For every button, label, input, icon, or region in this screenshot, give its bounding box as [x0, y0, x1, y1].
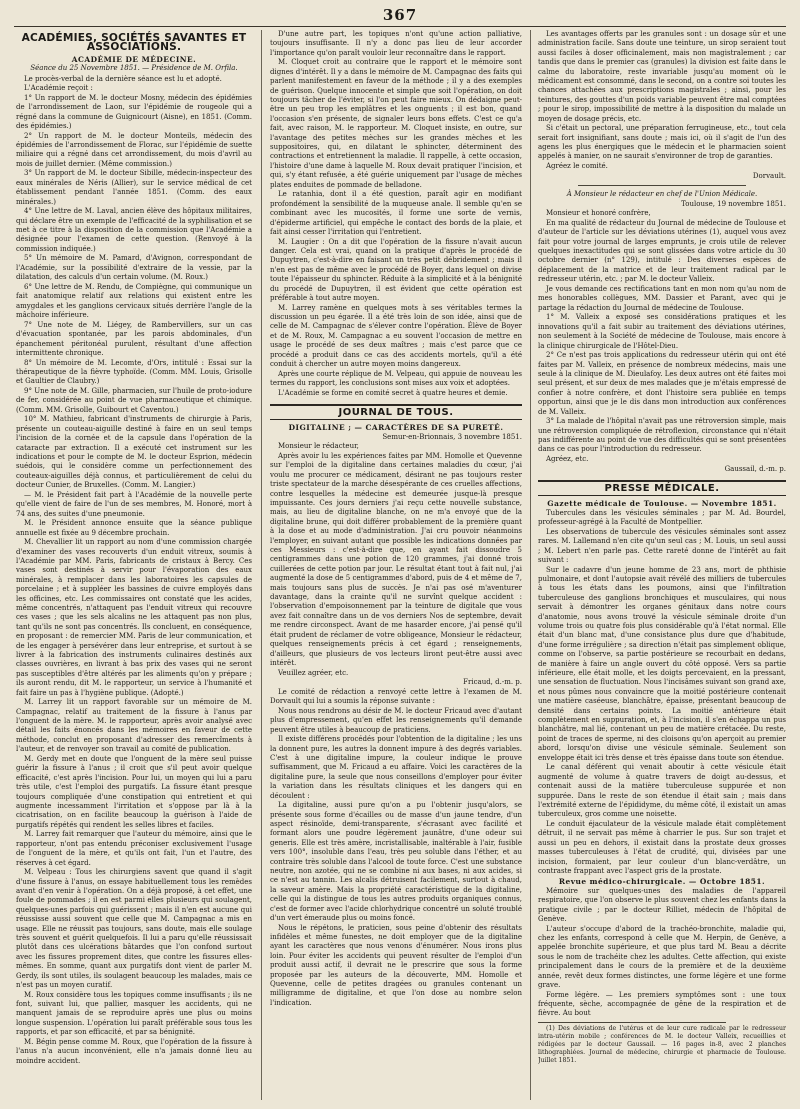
session-meta: Séance du 25 Novembre 1851. — Présidence de M. Orfila. — [30, 64, 238, 73]
paragraph: Forme légère. — Les premiers symptômes sont : une toux fréquente, sèche, accompagnée de gêne de la respiration et de fièvre. Au bout — [538, 990, 786, 1018]
paragraph: M. Velpeau : Tous les chirurgiens savent que quand il s'agit d'une fissure à l'anus, on essaye habituellement tous les remèdes avant d'en venir à l'opération. On a déjà proposé, à cet effet, une foule de pommades ; il en est parmi elles plusieurs qui soulagent, quelques-unes parfois qui guérissent ; mais il n'en est aucune qui réussisse aussi souvent que celle que M. Campagnac a mis en usage. Elle ne réussit pas toujours, sans doute, mais elle soulage très souvent et guérit quelquefois. Il lui a paru qu'elle réussissait plutôt dans ces ulcérations bâtardes que l'on confond surtout avec les fissures proprement dites, que contre les fissures elles-mêmes. En somme, quant aux purgatifs dont vient de parler M. Gerdy, ils sont utiles, ils soulagent beaucoup les malades, mais ce n'est pas un moyen curatif. — [16, 868, 252, 989]
reply-signature: Dorvault. — [752, 171, 786, 180]
paragraph: Après une courte réplique de M. Velpeau, qui appuie de nouveau les termes du rapport, les conclusions sont mises aux voix et adoptées. — [270, 369, 522, 387]
paragraph: M. Roux considère tous les topiques comme insuffisants ; ils ne font, suivant lui, que pallier, masquer les accidents, qui ne manquent jamais de se reproduire après une plus ou moins longue suspension. L'opération lui paraît préférable sous tous les rapports, et par son efficacité, et par sa bénignité. — [16, 990, 252, 1037]
revue-subhead: Revue médico-chirurgicale. — Octobre 1851. — [558, 877, 766, 887]
letter-salutation: Monsieur et honoré confrère, — [546, 209, 651, 218]
paragraph: Agréez le comité. — [546, 162, 608, 171]
revue-article — [538, 887, 786, 1019]
academy-report-continued — [270, 30, 522, 398]
academy-subhead: ACADÉMIE DE MÉDECINE. — [71, 54, 197, 64]
paragraph: Les observations de tubercule des vésicules séminales sont assez rares. M. Lallemand n'en cite qu'un seul cas ; M. Louis, un seul aussi ; M. Lebert n'en parle pas. Cette rareté donne de l'intérêt au fait suivant : — [538, 527, 786, 564]
section-title: ACADÉMIES, SOCIÉTÉS SAVANTES ET ASSOCIATIONS. — [21, 32, 247, 54]
paragraph: 4° Une lettre de M. Laval, ancien élève des hôpitaux militaires, qui déclare être un exemple de l'efficacité de la syphilisation et se met à ce titre à la disposition de la commission que l'Académie a désignée pour l'examen de cette question. (Renvoyé à la commission indiquée.) — [16, 207, 252, 253]
paragraph: Sur le cadavre d'un jeune homme de 23 ans, mort de phthisie pulmonaire, et dont l'autopsie avait révélé des milliers de tubercules à tous les états dans les poumons, ainsi que l'infiltration tuberculeuse des ganglions bronchiques et musculaires, qui nous servait à démontrer les organes génitaux dans notre cours d'anatomie, nous avons trouvé la vésicule séminale droite d'un volume trois ou quatre fois plus considérable qu'à l'état normal. Elle était d'un blanc mat, d'une consistance plus dure que d'habitude, d'une forme irrégulière ; sa direction n'était pas simplement oblique, comme on l'observe, sa partie postérieure se recourbait en dedans, de manière à faire un angle ouvert du côté opposé. Vers sa partie inférieure, elle était molle, et les doigts percevaient, en la pressant, une sensation de fluctuation. Nous l'incisâmes suivant son grand axe, et nous pûmes nous convaincre que la moitié postérieure contenait une matière caséeuse, blanchâtre, épaisse, présentant beaucoup de densité dans certains points. La moitié antérieure était complètement en suppuration, et, à l'incision, il s'en échappa un pus blanchâtre, mal lié, contenant un peu de matière crétacée. Du reste, point de traces de sperme, ni des cloisons qu'on aperçoit au premier abord, lorsqu'on divise une vésicule séminale. Seulement son enveloppe était ici très dense et très épaisse dans toute son étendue. — [538, 565, 786, 762]
journal-subhead: DIGITALINE ; — CARACTÈRES DE SA PURETÉ. — [288, 423, 504, 433]
paragraph: Il existe différens procédés pour l'obtention de la digitaline ; les uns la donnent pure, les autres la donnent impure à des degrés variables. C'est à une digitaline impure, la couleur indique le prouve suffisamment, que M. Fricaud a eu affaire. Voici les caractères de la digitaline pure, la seule que nous conseillons d'employer pour éviter la variation dans les résultats cliniques et les dangers qui en découlent : — [270, 735, 522, 800]
paragraph: Mémoire sur quelques-unes des maladies de l'appareil respiratoire, que l'on observe le plus souvent chez les enfants dans la pratique civile ; par le docteur Rilliet, médecin de l'hôpital de Genève. — [538, 886, 786, 923]
gazette-article — [538, 509, 786, 877]
paragraph: M. Larrey lit un rapport favorable sur un mémoire de M. Campagnac, relatif au traitement de la fissure à l'anus par l'onguent de la mère. M. le rapporteur, après avoir analysé avec détail les faits énoncés dans les mémoires en faveur de cette méthode, conclut en proposant d'adresser des remercîments à l'auteur, et de renvoyer son travail au comité de publication. — [16, 698, 252, 754]
paragraph: En ma qualité de rédacteur du Journal de médecine de Toulouse et d'auteur de l'article sur les déviations utérines (1), auquel vous avez fait pour votre journal de larges emprunts, je crois utile de relever quelques inexactitudes qui se sont glissées dans votre article du 30 octobre dernier (n° 129), intitulé : Des diverses espèces de déplacement de la matrice et de leur traitement radical par le redresseur utérin, etc. ; par M. le docteur Valleix. — [538, 218, 786, 284]
header-rule — [14, 26, 786, 27]
paragraph: M. Bégin pense comme M. Roux, que l'opération de la fissure à l'anus n'a aucun inconvénient, elle n'a jamais donné lieu au moindre accident. — [16, 1037, 252, 1065]
paragraph: Je vous demande ces rectifications tant en mon nom qu'au nom de mes honorables collègues, MM. Dassier et Parant, avec qui je partage la rédaction du Journal de médecine de Toulouse. — [538, 284, 786, 312]
paragraph: 1° Un rapport de M. le docteur Mosny, médecin des épidémies de l'arrondissement de Laon, sur l'épidémie de rougeole qui a régné dans la commune de Guignicourt (Aisne), en 1851. (Comm. des épidémies.) — [16, 93, 252, 131]
paragraph: 8° Un mémoire de M. Lecomte, d'Ors, intitulé : Essai sur la thérapeutique de la fièvre typhoïde. (Comm. MM. Louis, Grisolle et Gaultier de Claubry.) — [16, 358, 252, 386]
journal-title: JOURNAL DE TOUS. — [338, 406, 454, 418]
paragraph: M. le Président annonce ensuite que la séance publique annuelle est fixée au 9 décembre prochain. — [16, 519, 252, 537]
footnote-rule — [538, 1022, 726, 1023]
paragraph: — M. le Président fait part à l'Académie de la nouvelle perte qu'elle vient de faire de l'un de ses membres, M. Honoré, mort à 74 ans, des suites d'une pneumonie. — [16, 490, 252, 518]
column-left — [16, 30, 252, 1104]
paragraph: Le canal déférent qui venait aboutir à cette vésicule était augmenté de volume à quatre travers de doigt au-dessus, et contenait aussi de la matière tuberculeuse suppurée et non suppurée. Dans le reste de son étendue il était sain ; mais dans l'extrémité externe de l'épididyme, du même côté, il existait un amas tuberculeux, gros comme une noisette. — [538, 763, 786, 819]
paragraph: Les avantages offerts par les granules sont : un dosage sûr et une administration facile. Sans doute une teinture, un sirop seraient tout aussi faciles à doser officinalement, mais non magistralement ; car tandis que dans le premier cas (granules) la division est faite dans le calme du laboratoire, reste invariable jusqu'au moment où le médicament est consommé, dans le second, on a contre soi toutes les chances attachées aux prescriptions magistrales ; ainsi, pour les teintures, des gouttes d'un poids variable peuvent être mal comptées ; pour le sirop, impossibilité de mettre à la disposition du malade un moyen de dosage précis, etc. — [538, 30, 786, 123]
paragraph: L'Académie se forme en comité secret à quatre heures et demie. — [278, 388, 508, 397]
letter-signature: Gaussail, d.-m. p. — [724, 464, 786, 473]
letter-place-date: Semur-en-Brionnais, 3 novembre 1851. — [382, 432, 522, 441]
letter-body — [270, 452, 522, 678]
gazette-subhead: Gazette médicale de Toulouse. — Novembre 1851. — [547, 499, 777, 509]
paragraph: M. Cloquet croit au contraire que le rapport et le mémoire sont dignes d'intérêt. Il y a dans le mémoire de M. Campagnac des faits qui parlent manifestement en faveur de la méthode ; il y a des exemples de guérison. Quelque innocente et simple que soit l'opération, on doit toujours tâcher de l'éviter, si l'on peut faire mieux. On dédaigne peut-être un peu trop les emplâtres et les onguents ; il est bon, quand l'occasion s'en présente, de signaler leurs bons effets. C'est ce qu'a fait, avec raison, M. le rapporteur. M. Cloquet insiste, en outre, sur l'avantage des petites mèches sur les grandes mèches et les suppositoires, qui, en dilatant le sphincter, déterminent des contractions et entretiennent la maladie. Il rappelle, à cette occasion, l'histoire d'une dame à laquelle M. Roux devait pratiquer l'incision, et qui, s'y étant refusée, a été guérie uniquement par l'usage de mèches plates enduites de pommade de belladone. — [270, 58, 522, 189]
page-number: 367 — [382, 6, 418, 24]
column-divider — [530, 30, 531, 1100]
paragraph: M. Larrey fait remarquer que l'auteur du mémoire, ainsi que le rapporteur, n'ont pas entendu préconiser exclusivement l'usage de l'onguent de la mère, et qu'ils ont fait, l'un et l'autre, des réserves à cet égard. — [16, 830, 252, 867]
letter-title: À Monsieur le rédacteur en chef de l'Union Médicale. — [566, 190, 758, 199]
paragraph: 10° M. Mathieu, fabricant d'instruments de chirurgie à Paris, présente un couteau-aiguille destiné à faire en un seul temps l'incision de la cornée et de la capsule dans l'opération de la cataracte par extraction. Il a exécuté cet instrument sur les indications et pour le compte de M. le docteur Esprion, médecin suédois, qui le considère comme un perfectionnement des couteaux-aiguilles déjà connus, et particulièrement de celui du docteur Cunier, de Bruxelles. (Comm. M. Langier.) — [16, 415, 252, 490]
paragraph: M. Larrey ramène en quelques mots à ses véritables termes la discussion un peu égarée. Il a été très loin de son idée, ainsi que de celle de M. Campagnac de s'élever contre l'opération. Élève de Boyer et de M. Roux, M. Campagnac a eu souvent l'occasion de mettre en usage le procédé de ses deux maîtres ; mais c'est parce que ce procédé a produit dans ce cas des accidents mortels, qu'il a été conduit à chercher un autre moyen moins dangereux. — [270, 303, 522, 368]
journal-de-tous-header — [270, 404, 522, 420]
paragraph: 9° Une note de M. Gille, pharmacien, sur l'huile de proto-iodure de fer, considérée au point de vue pharmaceutique et chimique. (Comm. MM. Grisolle, Guibourt et Caventou.) — [16, 386, 252, 414]
column-right — [538, 30, 786, 1104]
paragraph: Si c'était un pectoral, une préparation ferrugineuse, etc., tout cela serait fort insignifiant, sans doute ; mais ici, où il s'agit de l'un des agens les plus énergiques que le médecin et le pharmacien soient appelés à manier, on ne saurait s'environner de trop de garanties. — [538, 124, 786, 161]
paragraph: Tubercules dans les vésicules séminales ; par M. Ad. Bourdel, professeur-agrégé à la Faculté de Montpellier. — [538, 508, 786, 527]
paragraph: Nous nous rendrons au désir de M. le docteur Fricaud avec d'autant plus d'empressement, qu'en effet les renseignements qu'il demande peuvent être utiles à beaucoup de praticiens. — [270, 706, 522, 734]
paragraph: 2° Ce n'est pas trois applications du redresseur utérin qui ont été faites par M. Valleix, en présence de nombreux médecins, mais une seule à la clinique de M. Dieulafoy. Les deux autres ont été faites moi seul présent, et sur deux de mes malades que je m'étais empressé de confier à notre confrère, et dont l'histoire sera publiée en temps opportun, ainsi que je le dis dans mon introduction aux conférences de M. Valleix. — [538, 351, 786, 416]
paragraph: La digitaline, aussi pure qu'on a pu l'obtenir jusqu'alors, se présente sous forme d'écailles ou de masse d'un jaune tendre, d'un aspect résinoïde, demi-transparente, s'écrasant avec facilité et formant alors une poudre légèrement jaunâtre, d'une odeur sui generis. Elle est très amère, incristallisable, inaltérable à l'air, fusible vers 100°, insoluble dans l'eau, très peu soluble dans l'éther, et au contraire très soluble dans l'alcool de toute force. C'est une substance neutre, non azotée, qui ne se combine ni aux bases, ni aux acides, si ce n'est au tannin. Les alcalis détruisent facilement, surtout à chaud, la saveur amère. Mais la propriété caractéristique de la digitaline, celle qui la distingue de tous les autres produits organiques connus, c'est de former avec l'acide chlorhydrique concentré un soluté troublé d'un vert émeraude plus ou moins foncé. — [270, 801, 522, 922]
paragraph: 1° M. Valleix a exposé ses considérations pratiques et les innovations qu'il a fait subir au traitement des déviations utérines, non seulement à la Société de médecine de Toulouse, mais encore à la clinique chirurgicale de l'Hôtel-Dieu. — [538, 313, 786, 350]
paragraph: Le ratanhia, dont il a été question, paraît agir en modifiant profondément la sensibilité de la muqueuse anale. Il semble qu'en se combinant avec les mucosités, il forme une sorte de vernis, d'épiderme artificiel, qui empêche le contact des bords de la plaie, et fait ainsi cesser l'irritation qui l'entretient. — [270, 190, 522, 236]
paragraph: M. Chevallier lit un rapport au nom d'une commission chargée d'examiner des vases recouverts d'un enduit vitreux, soumis à l'Académie par MM. Paris, fabricants de cristaux à Bercy. Ces vases sont destinés à servir pour l'évaporation des eaux minérales, à remplacer dans les laboratoires les capsules de porcelaine ; et à suppléer les bassines de cuivre employés dans les officines, etc. Les commissaires ont constaté que les acides, même concentrés, n'attaquent pas l'enduit vitreux qui recouvre ces vases ; que les sels alcalins ne les attaquent pas non plus, tant qu'ils ne sont pas concentrés. Ils concluent, en conséquence, en proposant : de remercier MM. Paris de leur communication, et de les engager à persévérer dans leur entreprise, et surtout à se livrer à la fabrication des instruments culinaires destinés aux classes ouvrières, en livrant à bas prix des vases qui ne seront pas susceptibles d'être altérés par les aliments qu'on y prépare ; ils auront rendu, dit M. le rapporteur, un service à l'humanité et fait faire un pas à l'hygiène publique. (Adopté.) — [16, 538, 252, 697]
dorvault-reply — [270, 688, 522, 1009]
paragraph: 5° Un mémoire de M. Pamard, d'Avignon, correspondant de l'Académie, sur la possibilité d'extraire de la vessie, par la dilatation, des calculs d'un certain volume. (M. Roux.) — [16, 254, 252, 282]
paragraph: Veuillez agréer, etc. — [278, 668, 349, 677]
column-middle — [270, 30, 522, 1104]
paragraph: 7° Une note de M. Liégey, de Rambervillers, sur un cas d'évacuation spontanée, par les parois abdominales, d'un épanchement péritonéal purulent, résultant d'une affection intermittente chronique. — [16, 320, 252, 357]
paragraph: 3° Un rapport de M. le docteur Sibille, médecin-inspecteur des eaux minérales de Néris (Allier), sur le service médical de cet établissement pendant l'année 1851. (Comm. des eaux minérales.) — [16, 169, 252, 206]
paragraph: L'auteur s'occupe d'abord de la trachéo-bronchite, maladie qui, chez les enfants, correspond à celle que M. Herpin, de Genève, a appelée bronchite supérieure, et que plus tard M. Beau a décrite sous le nom de trachéite chez les adultes. Cette affection, qui existe principalement dans le cours de la première et de la deuxième année, revêt deux formes distinctes, une forme légère et une forme grave. — [538, 924, 786, 989]
reply-continued — [538, 30, 786, 171]
presse-medicale-header — [538, 480, 786, 496]
paragraph: Le procès-verbal de la dernière séance est lu et adopté. — [24, 74, 222, 83]
paragraph: D'une autre part, les topiques n'ont qu'une action palliative, toujours insuffisante. Il n'y a donc pas lieu de leur accorder l'importance qu'on paraît vouloir leur reconnaître dans le rapport. — [270, 30, 522, 57]
paragraph: 6° Une lettre de M. Rendu, de Compiègne, qui communique un fait anatomique relatif aux relations qui existent entre les amygdales et les ganglions cervicaux situés derrière l'angle de la mâchoire inférieure. — [16, 282, 252, 320]
letter-place-date: Toulouse, 19 novembre 1851. — [681, 199, 786, 208]
letter-signature: Fricaud, d.-m. p. — [463, 678, 522, 687]
press-title: PRESSE MÉDICALE. — [604, 482, 720, 494]
paragraph: M. Laugier : On a dit que l'opération de la fissure n'avait aucun danger. Cela est vrai, quand on la pratique d'après le procédé de Dupuytren, c'est-à-dire en faisant un très petit débridement ; mais il n'en est pas de même avec le procédé de Boyer, dans lequel on divise toute l'épaisseur du sphincter. Réduite à la simplicité et à la bénignité du procédé de Dupuytren, il est évident que cette opération est préférable à tout autre moyen. — [270, 237, 522, 302]
paragraph: Après avoir lu les expériences faites par MM. Homolle et Quevenne sur l'emploi de la digitaline dans certaines maladies du cœur, j'ai voulu me procurer ce médicament, désirant ne pas toujours rester triste spectateur de la marche désespérante de ces cruelles affections, contre lesquelles la médecine est demeurée jusque-là presque impuissante. Ces jours derniers j'ai reçu cette nouvelle substance, mais, au lieu de digitaline blanche, on ne m'a envoyé que de la digitaline brune, qui doit différer probablement de la première quant à la dose et au mode d'administration. J'ai cru pouvoir néanmoins l'employer, en suivant autant que possible les indications données par ces Messieurs : c'est-à-dire que, en ayant fait dissoudre 5 centigrammes dans une potion de 120 grammes, j'ai donné trois cuillerées de cette potion par jour. Le résultat étant tout à fait nul, j'ai augmenté la dose de 5 centigrammes d'abord, puis de 4 et même de 7, mais toujours sans plus de succès. Je n'ai pas osé m'aventurer davantage, dans la crainte qu'il ne survînt quelque accident : l'observation d'empoisonnement par la teinture de digitale que vous avez fait connaître dans un de vos derniers Nos de septembre, devait me rendre circonspect. Avant de me hasarder encore, j'ai pensé qu'il était prudent de réclamer de votre obligeance, Monsieur le rédacteur, quelques renseignements précis à cet égard ; renseignements, d'ailleurs, que plusieurs de vos lecteurs liront peut-être aussi avec intérêt. — [270, 451, 522, 667]
footnote: (1) Des déviations de l'utérus et de leur cure radicale par le redresseur intra-utérin mobile ; conférences de M. le docteur Valleix, recueillies et rédigées par le docteur Gaussail. — 16 pages in-8, avec 2 planches lithographiées. Journal de médecine, chirurgie et pharmacie de Toulouse. Juillet 1851. — [538, 1024, 786, 1064]
paragraph: Le conduit éjaculateur de la vésicule malade était complètement détruit, il ne servait pas même à charrier le pus. Sur son trajet et aussi un peu en dehors, il existait dans la prostate deux grosses masses tuberculeuses à l'état de crudité, qui, divisées par une incision, formaient, par leur couleur d'un blanc-verdâtre, un contraste frappant avec l'aspect gris de la prostate. — [538, 819, 786, 875]
paragraph: 2° Un rapport de M. le docteur Monteils, médecin des épidémies de l'arrondissement de Florac, sur l'épidémie de suette miliaire qui a régné dans cet arrondissement, du mois d'avril au mois de juillet dernier. (Même commission.) — [16, 131, 252, 168]
column-divider — [261, 30, 262, 1100]
paragraph: L'Académie reçoit : — [24, 84, 93, 93]
paragraph: 3° La malade de l'hôpital n'avait pas une rétroversion simple, mais une rétroversion compliquée de rétroflexion, circonstance qui n'était pas indifférente au point de vue des difficultés qui se sont présentées dans ce cas pour l'introduction du redresseur. — [538, 417, 786, 454]
paragraph: Le comité de rédaction a renvoyé cette lettre à l'examen de M. Dorvault qui lui a soumis la réponse suivante : — [270, 687, 522, 706]
paragraph: M. Gerdy met en doute que l'onguent de la mère seul puisse guérir la fissure à l'anus ; il croit que s'il peut avoir quelque efficacité, c'est après l'incision. Pour lui, un moyen qui lui a paru très utile, c'est l'emploi des purgatifs. La fissure étant presque toujours compliquée d'une constipation qui entretient et qui augmente incessamment l'irritation et s'oppose par là à la cicatrisation, on en facilite beaucoup la guérison à l'aide de purgatifs répétés qui rendent les selles libres et faciles. — [16, 754, 252, 829]
letter-body — [538, 219, 786, 465]
paragraph: Agréez, etc. — [546, 454, 589, 463]
paragraph: Nous le répétons, le praticien, sous peine d'obtenir des résultats infidèles et même funestes, ne doit employer que de la digitaline ayant les caractères que nous venons d'énumérer. Nous irons plus loin. Pour éviter les accidents qui peuvent résulter de l'emploi d'un produit aussi actif, il devrait ne le prescrire que sous la forme proposée par les auteurs de la découverte, MM. Homolle et Quevenne, celle de petites dragées ou granules contenant un milligramme de digitaline, et que l'on dose au nombre selon l'indication. — [270, 923, 522, 1007]
divider — [578, 185, 746, 186]
academy-report — [16, 75, 252, 1066]
letter-salutation: Monsieur le rédacteur, — [278, 442, 359, 451]
